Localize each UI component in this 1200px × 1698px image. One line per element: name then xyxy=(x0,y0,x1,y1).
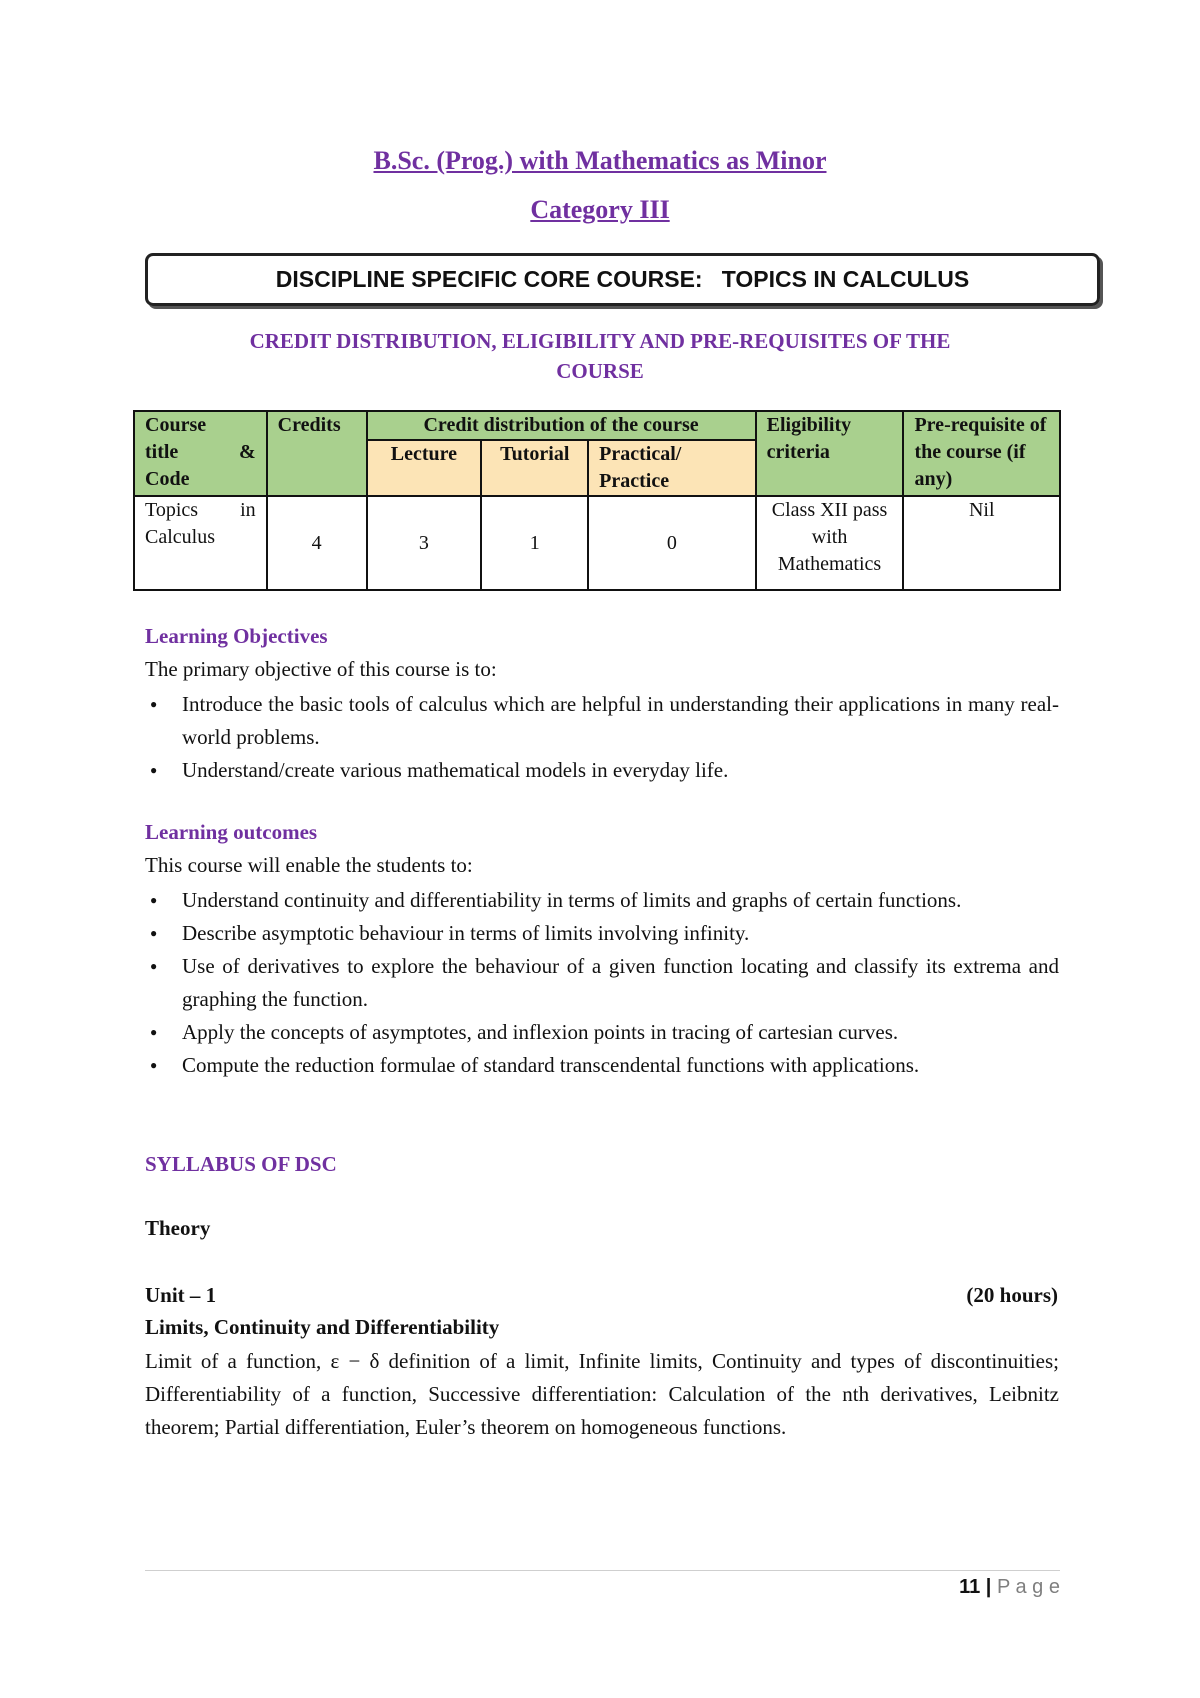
cell-tutorial: 1 xyxy=(481,496,588,590)
outcomes-intro: This course will enable the students to: xyxy=(145,853,473,877)
credit-distribution-table xyxy=(133,410,1061,591)
cell-credits: 4 xyxy=(267,496,367,590)
document-title: B.Sc. (Prog.) with Mathematics as Minor xyxy=(373,146,827,175)
cell-practical: 0 xyxy=(588,496,755,590)
footer-divider xyxy=(145,1570,1060,1571)
syllabus-heading: SYLLABUS OF DSC xyxy=(145,1152,337,1176)
outcomes-list xyxy=(145,884,1059,1082)
unit-title: Limits, Continuity and Differentiability xyxy=(145,1315,500,1339)
objectives-list xyxy=(145,688,1059,787)
list-item: ● Apply the concepts of asymptotes, and inflexion points in tracing of cartesian curves. xyxy=(145,1016,1059,1049)
header-eligibility: Eligibility criteria xyxy=(756,411,904,496)
unit-description: Limit of a function, ε − δ definition of a limit, Infinite limits, Continuity and types of discontinuities; Differentiability of a function, Successive differentiation: Calculation of the nth derivatives, Leibnitz theorem; Partial differentiation, Euler’s theorem on homogeneous functions. xyxy=(145,1349,1059,1439)
header-credits: Credits xyxy=(267,411,367,496)
cell-eligibility: Class XII pass with Mathematics xyxy=(756,496,904,590)
list-item: ● Understand continuity and differentiability in terms of limits and graphs of certain functions. xyxy=(145,884,1059,917)
list-item: ● Use of derivatives to explore the behaviour of a given function locating and classify its extrema and graphing the function. xyxy=(145,950,1059,1016)
unit-hours: (20 hours) xyxy=(966,1283,1058,1307)
objectives-intro: The primary objective of this course is to: xyxy=(145,657,497,681)
course-title-box: DISCIPLINE SPECIFIC CORE COURSE: TOPICS IN CALCULUS xyxy=(145,253,1100,306)
credit-distribution-heading xyxy=(160,326,1040,386)
theory-heading: Theory xyxy=(145,1216,211,1240)
unit-label: Unit – 1 xyxy=(145,1283,217,1307)
header-lecture: Lecture xyxy=(367,440,482,496)
list-item: ● Understand/create various mathematical models in everyday life. xyxy=(145,754,1059,787)
header-prerequisite: Pre-requisite of the course (if any) xyxy=(903,411,1060,496)
list-item: ● Describe asymptotic behaviour in terms of limits involving infinity. xyxy=(145,917,1059,950)
outcomes-heading: Learning outcomes xyxy=(145,820,318,844)
page-number: 11 | P a g e xyxy=(959,1576,1060,1598)
list-item: ● Introduce the basic tools of calculus which are helpful in understanding their applications in many real-world problems. xyxy=(145,688,1059,754)
cell-course-title: Topics in Calculus xyxy=(134,496,267,590)
credit-heading-line-2: COURSE xyxy=(556,359,644,383)
header-course-title: Course title & Code xyxy=(134,411,267,496)
credit-heading-line-1: CREDIT DISTRIBUTION, ELIGIBILITY AND PRE-REQUISITES OF THE xyxy=(249,329,951,353)
category-title: Category III xyxy=(530,195,670,224)
cell-prerequisite: Nil xyxy=(903,496,1060,590)
list-item: ● Compute the reduction formulae of standard transcendental functions with applications. xyxy=(145,1049,1059,1082)
cell-lecture: 3 xyxy=(367,496,482,590)
objectives-heading: Learning Objectives xyxy=(145,624,328,648)
header-credit-distribution: Credit distribution of the course xyxy=(367,411,756,440)
header-tutorial: Tutorial xyxy=(481,440,588,496)
header-practical: Practical/ Practice xyxy=(588,440,755,496)
